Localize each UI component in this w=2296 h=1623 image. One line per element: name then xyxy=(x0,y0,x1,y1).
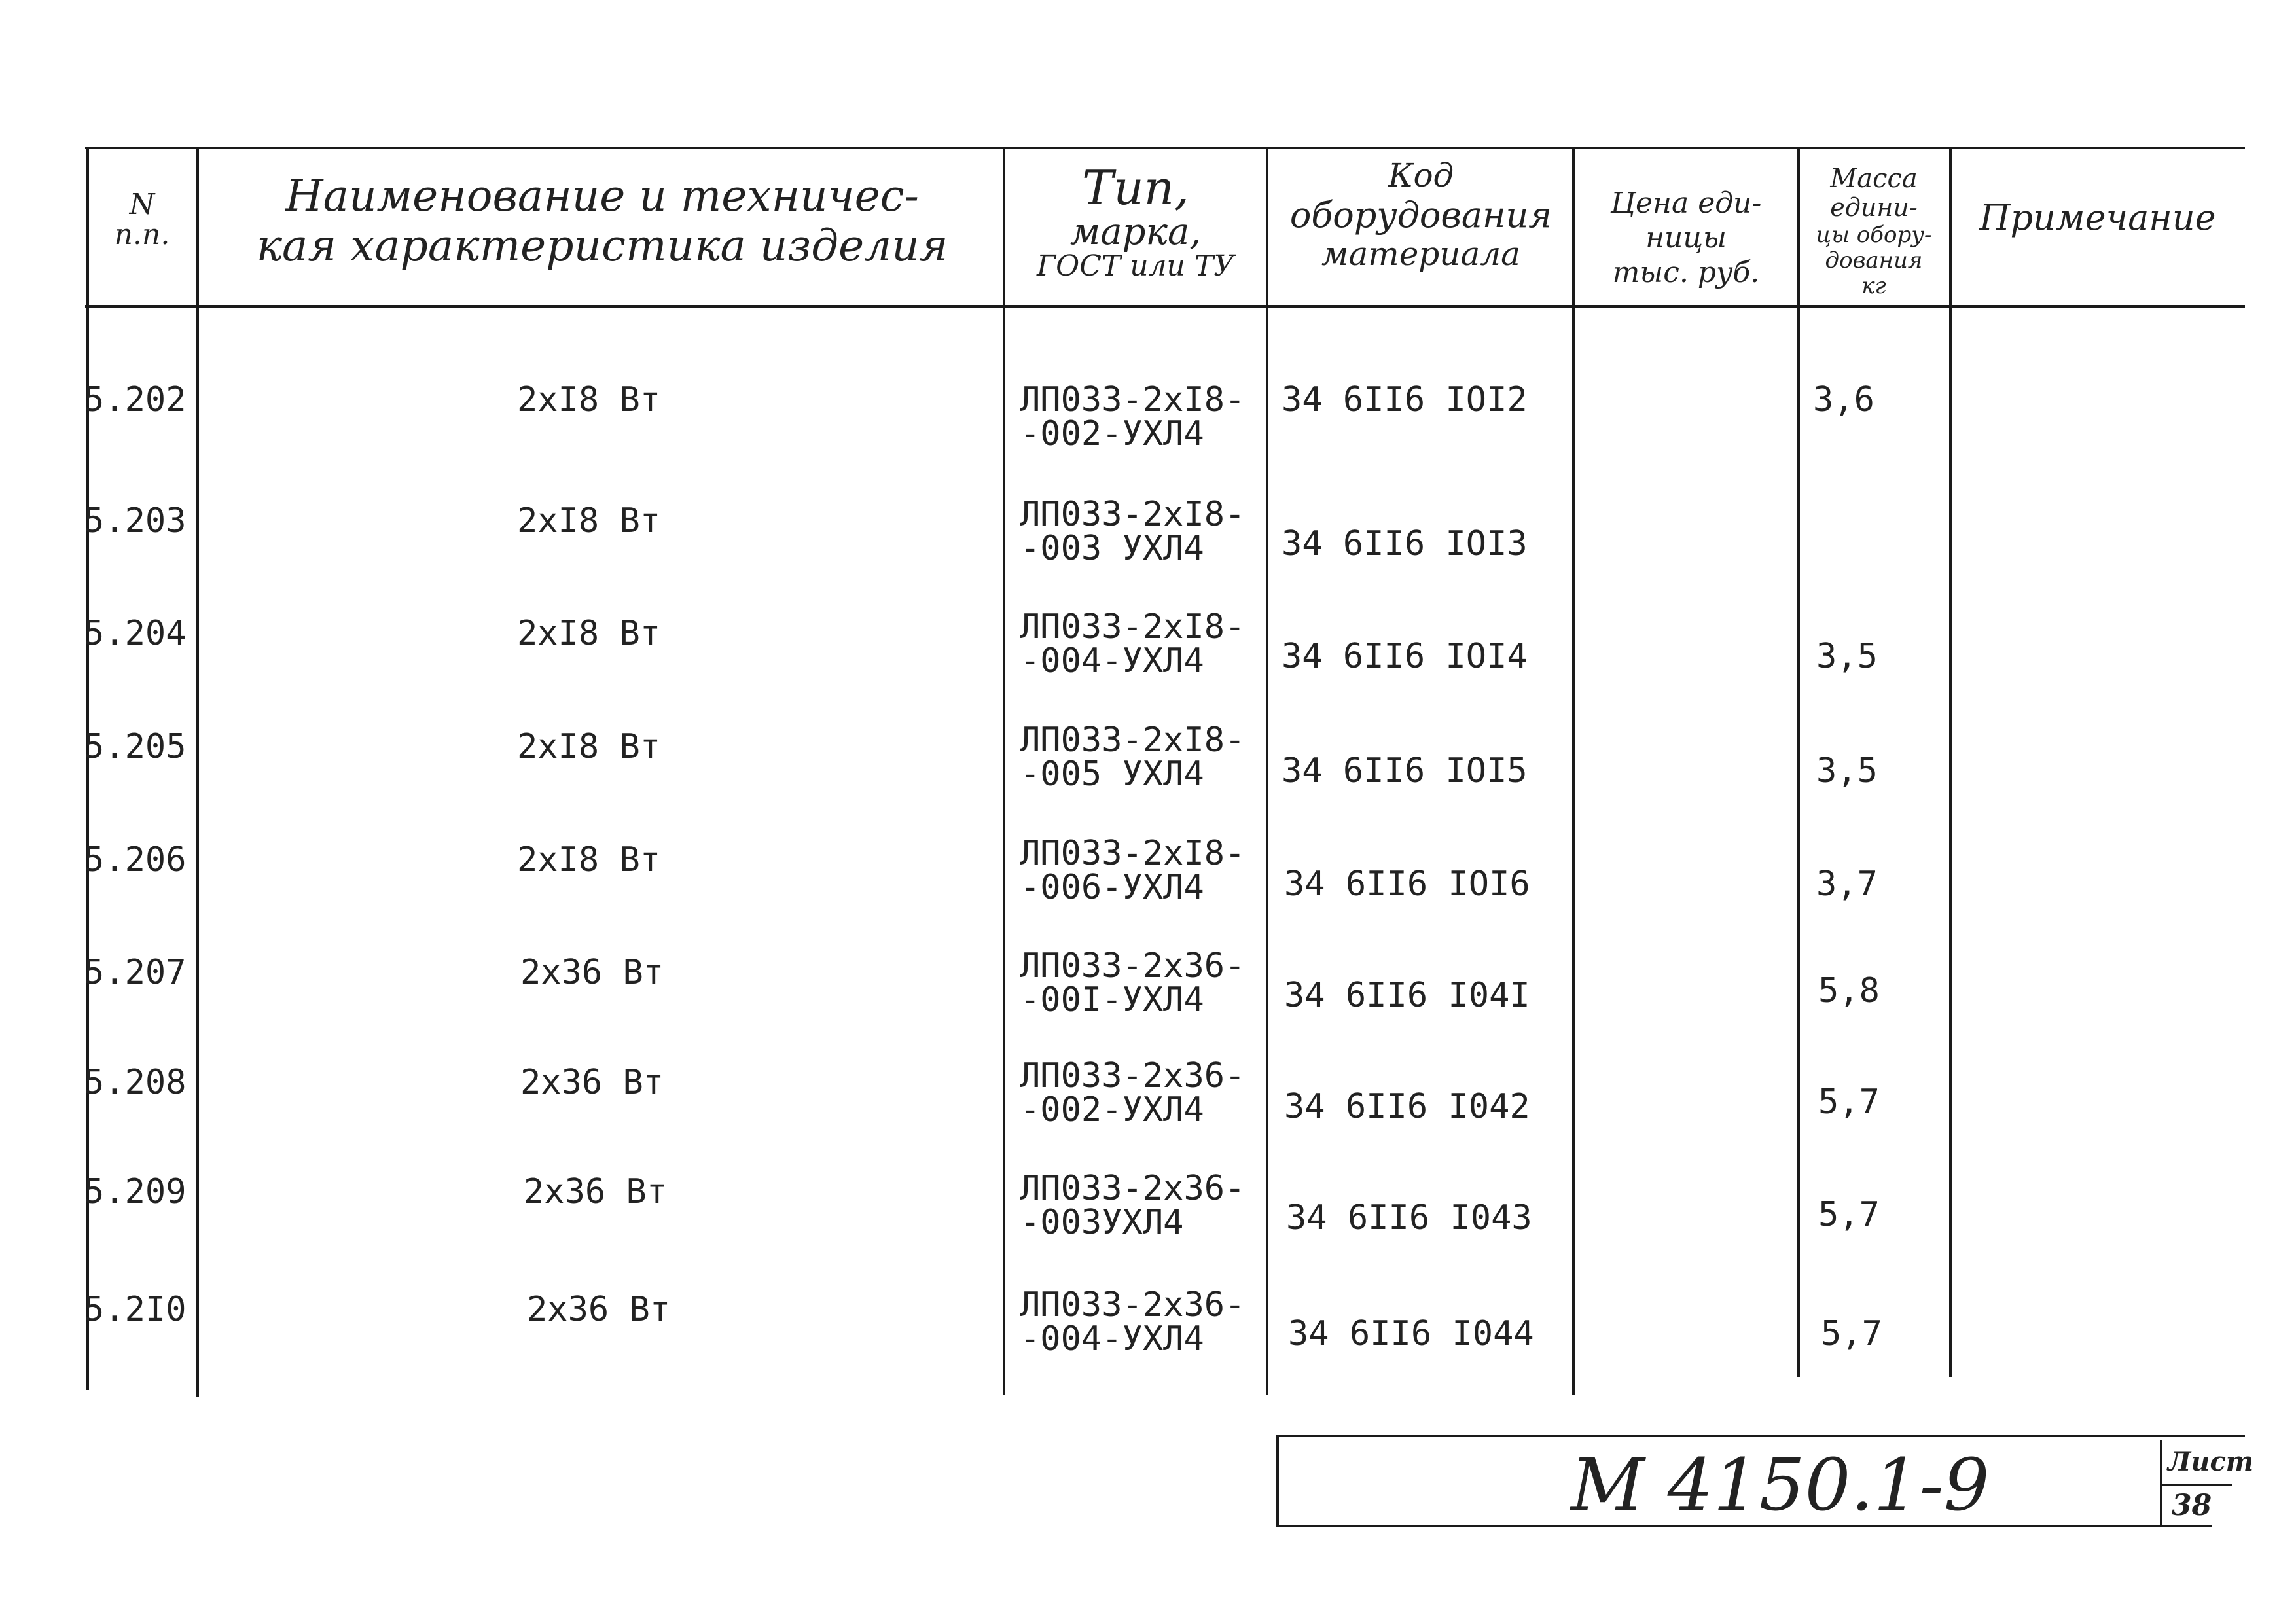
row-type: ЛП033-2x36- -00I-УХЛ4 xyxy=(1020,946,1246,1020)
row-mass: 3,5 xyxy=(1816,751,1878,791)
header-bottom-line xyxy=(85,305,2245,308)
row-num: 5.207 xyxy=(84,953,187,992)
document-code: М 4150.1-9 xyxy=(1571,1443,1990,1527)
col-divider-5 xyxy=(1797,147,1800,1377)
row-num: 5.209 xyxy=(84,1172,187,1211)
row-name: 2x36 Вт xyxy=(527,1290,671,1329)
row-mass: 3,6 xyxy=(1813,380,1874,419)
row-mass: 5,7 xyxy=(1818,1195,1880,1234)
row-num: 5.202 xyxy=(84,380,187,419)
col-divider-3 xyxy=(1266,147,1268,1395)
header-note: Примечание xyxy=(1979,197,2216,238)
row-type: ЛП033-2xI8- -004-УХЛ4 xyxy=(1020,607,1246,681)
row-mass: 5,8 xyxy=(1818,971,1880,1010)
row-mass: 3,7 xyxy=(1816,865,1878,904)
row-name: 2xI8 Вт xyxy=(517,380,661,419)
header-name: Наименование и техничес- кая характеристика изделия xyxy=(256,171,948,271)
row-code: 34 6II6 I043 xyxy=(1286,1198,1532,1238)
row-num: 5.2I0 xyxy=(84,1290,187,1329)
col-divider-2 xyxy=(1003,147,1005,1395)
row-code: 34 6II6 I044 xyxy=(1288,1314,1534,1353)
row-type: ЛП033-2x36- -003УХЛ4 xyxy=(1020,1169,1246,1242)
row-type: ЛП033-2xI8- -006-УХЛ4 xyxy=(1020,834,1246,907)
header-price: Цена еди- ницы тыс. руб. xyxy=(1610,187,1762,289)
row-num: 5.205 xyxy=(84,727,187,766)
stamp-left-line xyxy=(1276,1435,1279,1527)
row-name: 2xI8 Вт xyxy=(517,840,661,880)
row-code: 34 6II6 IOI6 xyxy=(1284,865,1530,904)
row-name: 2x36 Вт xyxy=(520,953,664,992)
sheet-label: Лист xyxy=(2168,1446,2254,1477)
stamp-top-line xyxy=(1276,1435,2245,1437)
row-name: 2x36 Вт xyxy=(524,1172,668,1211)
stamp-sheet-mid-line xyxy=(2160,1484,2232,1486)
row-type: ЛП033-2x36- -004-УХЛ4 xyxy=(1020,1285,1246,1359)
row-num: 5.204 xyxy=(84,614,187,653)
sheet-number: 38 xyxy=(2172,1489,2212,1522)
col-divider-6 xyxy=(1949,147,1952,1377)
row-type: ЛП033-2xI8- -002-УХЛ4 xyxy=(1020,380,1246,454)
header-type: Тип, марка, ГОСТ или ТУ xyxy=(1036,160,1235,283)
row-name: 2x36 Вт xyxy=(520,1063,664,1102)
header-top-line xyxy=(85,147,2245,149)
stamp-sheet-divider xyxy=(2160,1440,2162,1525)
row-code: 34 6II6 IOI5 xyxy=(1282,751,1528,791)
header-num: N п.п. xyxy=(114,188,170,252)
row-type: ЛП033-2xI8- -003 УХЛ4 xyxy=(1020,495,1246,568)
row-code: 34 6II6 I04I xyxy=(1284,976,1530,1015)
row-num: 5.208 xyxy=(84,1063,187,1102)
row-mass: 3,5 xyxy=(1816,637,1878,676)
header-code: Код оборудования материала xyxy=(1289,156,1552,273)
row-mass: 5,7 xyxy=(1821,1314,1882,1353)
col-divider-1 xyxy=(196,147,199,1397)
row-num: 5.206 xyxy=(84,840,187,880)
row-mass: 5,7 xyxy=(1818,1082,1880,1122)
col-divider-4 xyxy=(1572,147,1575,1395)
row-type: ЛП033-2xI8- -005 УХЛ4 xyxy=(1020,721,1246,794)
row-type: ЛП033-2x36- -002-УХЛ4 xyxy=(1020,1056,1246,1130)
row-code: 34 6II6 IOI3 xyxy=(1282,524,1528,563)
row-name: 2xI8 Вт xyxy=(517,501,661,541)
row-code: 34 6II6 IOI2 xyxy=(1282,380,1528,419)
row-code: 34 6II6 I042 xyxy=(1284,1087,1530,1126)
header-mass: Масса едини- цы обору- дования кг xyxy=(1816,164,1932,299)
row-name: 2xI8 Вт xyxy=(517,727,661,766)
row-name: 2xI8 Вт xyxy=(517,614,661,653)
row-num: 5.203 xyxy=(84,501,187,541)
row-code: 34 6II6 IOI4 xyxy=(1282,637,1528,676)
